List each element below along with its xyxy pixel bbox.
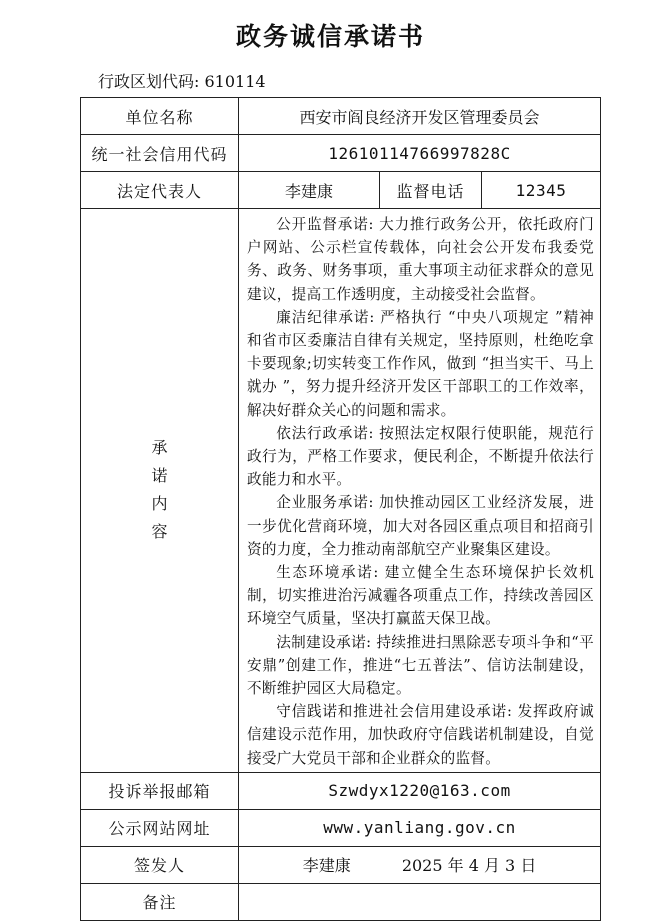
org-value: 西安市阎良经济开发区管理委员会 <box>239 98 601 135</box>
credit-value: 12610114766997828C <box>239 135 601 172</box>
pledge-label-char: 诺 <box>151 466 168 486</box>
email-row <box>81 772 601 809</box>
org-label: 单位名称 <box>81 98 239 135</box>
pledge-paragraph: 廉洁纪律承诺: 严格执行 “中央八项规定 ”精神和省市区委廉洁自律有关规定，坚持原则，杜绝吃拿卡要现象;切实转变工作作风，做到 “担当实干、马上就办 ”，努力提升经济开发区干部职工的工作效率，解决好群众关心的问题和需求。 <box>247 308 595 419</box>
rep-label: 法定代表人 <box>81 172 239 209</box>
pledge-paragraph: 企业服务承诺: 加快推动园区工业经济发展，进一步优化营商环境，加大对各园区重点项目和招商引资的力度，全力推动南部航空产业聚集区建设。 <box>247 494 595 558</box>
pledge-paragraph: 公开监督承诺: 大力推行政务公开，依托政府门户网站、公示栏宣传载体，向社会公开发布我委党务、政务、财务事项，重大事项主动征求群众的意见建议，提高工作透明度，主动接受社会监督。 <box>247 216 595 303</box>
pledge-label-char: 承 <box>151 438 168 458</box>
website-row <box>81 809 601 846</box>
email-value: Szwdyx1220@163.com <box>239 772 601 809</box>
pledge-paragraph: 守信践诺和推进社会信用建设承诺: 发挥政府诚信建设示范作用，加快政府守信践诺机制建设，自觉接受广大党员干部和企业群众的监督。 <box>247 703 595 767</box>
signer-name: 李建康 <box>302 856 351 876</box>
org-row <box>81 98 601 135</box>
website-label: 公示网站网址 <box>81 809 239 846</box>
pledge-form-table <box>80 97 601 921</box>
pledge-label-char: 容 <box>151 522 168 542</box>
remark-value <box>239 883 601 920</box>
signer-value <box>239 846 601 883</box>
phone-label: 监督电话 <box>380 172 482 209</box>
pledge-label-char: 内 <box>151 494 168 514</box>
pledge-paragraph: 法制建设承诺: 持续推进扫黑除恶专项斗争和“平安鼎”创建工作，推进“七五普法”、信访法制建设，不断维护园区大局稳定。 <box>247 633 595 698</box>
phone-value: 12345 <box>482 172 601 209</box>
email-label: 投诉举报邮箱 <box>81 772 239 809</box>
sign-date: 2025 年 4 月 3 日 <box>401 856 537 876</box>
document-title: 政务诚信承诺书 <box>235 22 425 51</box>
remark-row <box>81 883 601 920</box>
credit-row <box>81 135 601 172</box>
remark-label: 备注 <box>81 883 239 920</box>
pledge-paragraph: 生态环境承诺: 建立健全生态环境保护长效机制，切实推进治污减霾各项重点工作，持续改善园区环境空气质量，坚决打赢蓝天保卫战。 <box>247 564 595 628</box>
pledge-content <box>239 209 601 773</box>
pledge-label <box>81 209 239 773</box>
signer-label: 签发人 <box>81 846 239 883</box>
pledge-paragraph: 依法行政承诺: 按照法定权限行使职能，规范行政行为，严格工作要求，便民利企，不断提升依法行政能力和水平。 <box>247 424 595 489</box>
rep-value: 李建康 <box>239 172 380 209</box>
credit-label: 统一社会信用代码 <box>81 135 239 172</box>
region-code: 行政区划代码: 610114 <box>98 72 266 91</box>
rep-row <box>81 172 601 209</box>
website-value: www.yanliang.gov.cn <box>239 809 601 846</box>
pledge-row <box>81 209 601 773</box>
signer-row <box>81 846 601 883</box>
